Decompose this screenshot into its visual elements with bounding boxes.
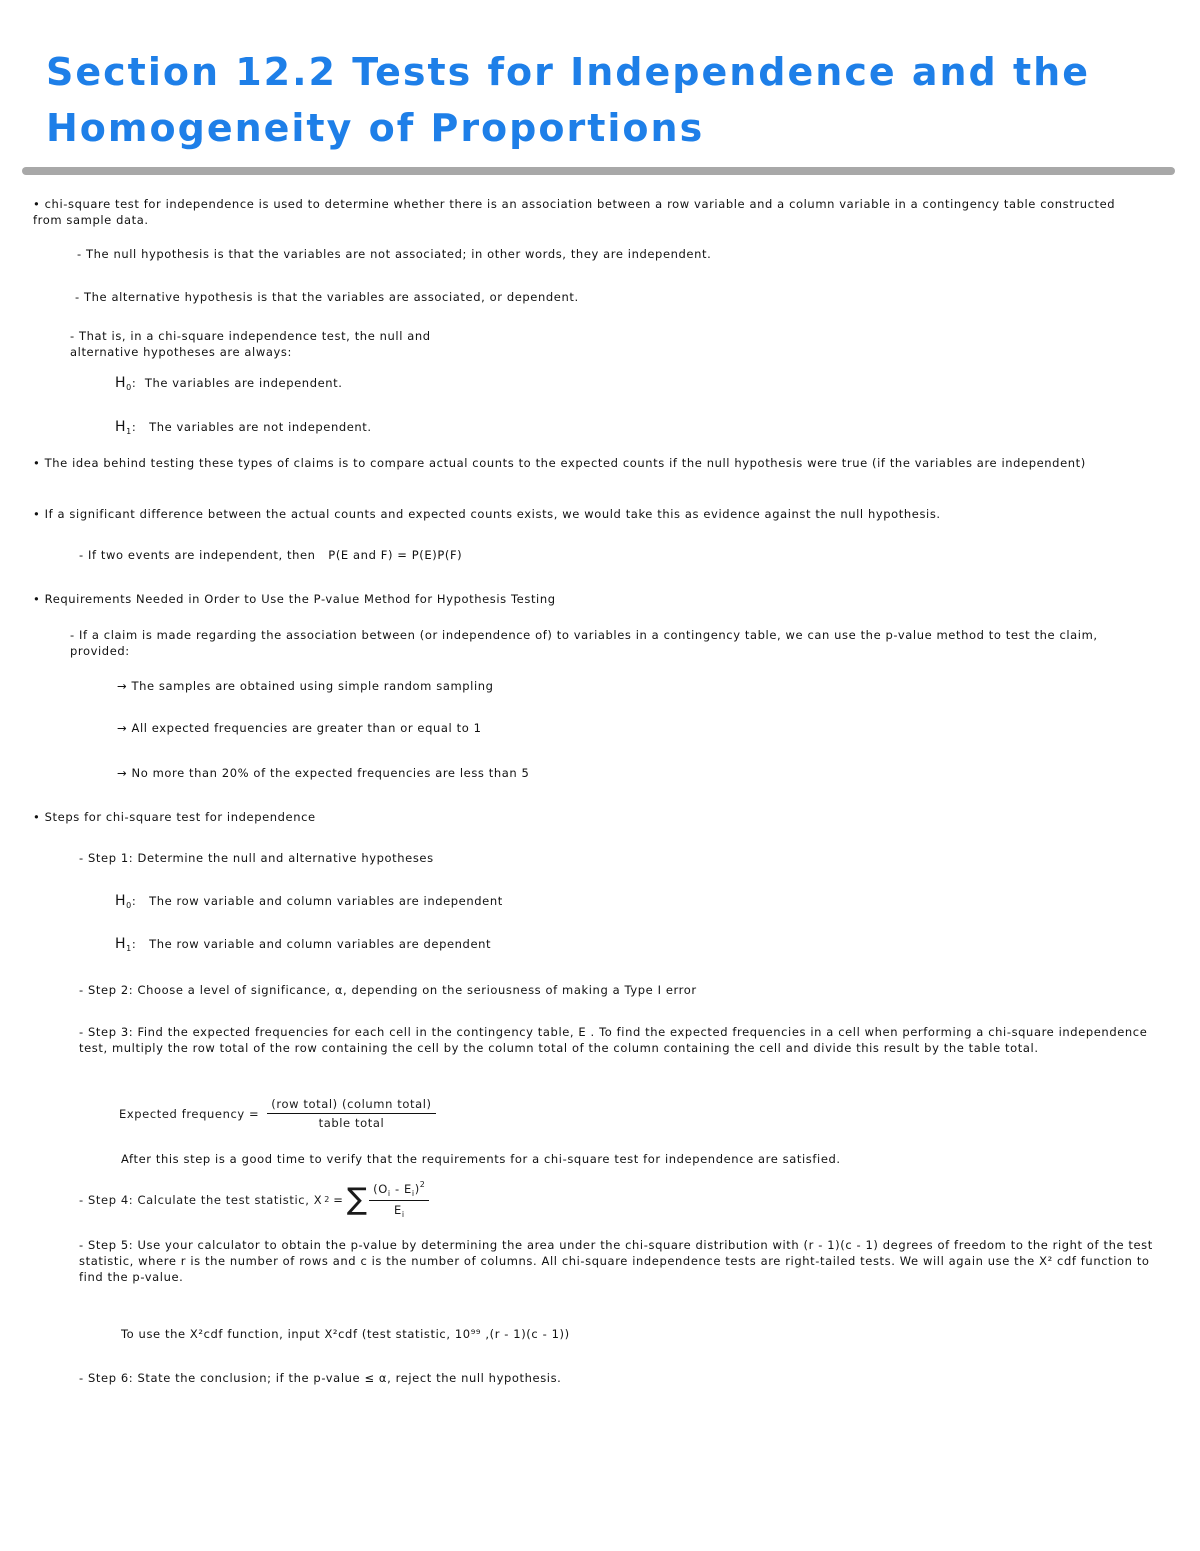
- h1-symbol: H: [115, 419, 127, 435]
- expected-frequency-numerator: (row total) (column total): [267, 1097, 435, 1114]
- null-hypothesis-note: - The null hypothesis is that the variables are not associated; in other words, they are independent.: [77, 247, 712, 261]
- h0-symbol: H: [115, 375, 127, 391]
- step1-h1-subscript: 1: [126, 944, 132, 953]
- title-divider: [22, 167, 1175, 175]
- expected-frequency-label: Expected frequency =: [119, 1106, 260, 1121]
- idea-paragraph: • The idea behind testing these types of claims is to compare actual counts to the expected counts if the null hypothesis were true (if the variables are independent): [33, 456, 1086, 470]
- h0-text: : The variables are independent.: [131, 376, 343, 390]
- test-statistic-denominator: [394, 1201, 405, 1219]
- difference-paragraph: • If a significant difference between the actual counts and expected counts exists, we would take this as evidence against the null hypothesis.: [33, 507, 941, 521]
- test-statistic-numerator: [369, 1180, 429, 1201]
- step1-h0-line: [115, 893, 815, 914]
- summation-icon: ∑: [346, 1181, 368, 1217]
- requirements-heading: • Requirements Needed in Order to Use the P-value Method for Hypothesis Testing: [33, 592, 556, 606]
- equals-sign: =: [333, 1192, 343, 1207]
- step1-h1-text: : The row variable and column variables are dependent: [131, 937, 492, 951]
- step1-h0-subscript: 0: [126, 901, 132, 910]
- step1-h0-text: : The row variable and column variables are independent: [131, 894, 503, 908]
- definition-paragraph: • chi-square test for independence is used to determine whether there is an association between a row variable and a column variable in a contingency table constructed from sample data.: [33, 197, 1120, 227]
- step-3: - Step 3: Find the expected frequencies for each cell in the contingency table, E . To find the expected frequencies in a cell when performing a chi-square independence test, multiply the row total of the row containing the cell by the column total of the column containing the cell and divide this result by the table total.: [79, 1025, 1152, 1055]
- numerator-open: (O: [373, 1182, 388, 1196]
- requirement-item: → All expected frequencies are greater than or equal to 1: [117, 721, 482, 735]
- requirement-item: → The samples are obtained using simple random sampling: [117, 679, 494, 693]
- expected-frequency-formula: [119, 1097, 436, 1130]
- numerator-minus-e: - E: [390, 1182, 412, 1196]
- step-1: - Step 1: Determine the null and alternative hypotheses: [79, 851, 434, 865]
- requirements-claim: - If a claim is made regarding the association between (or independence of) to variables in a contingency table, we can use the p-value method to test the claim, provided:: [70, 628, 1102, 658]
- test-statistic-formula: [79, 1180, 429, 1219]
- step-5: - Step 5: Use your calculator to obtain the p-value by determining the area under the chi-square distribution with (r - 1)(c - 1) degrees of freedom to the right of the test statistic, where r is the number of rows and c is the number of columns. All chi-square independence tests are right-tailed tests. We will again use the X² cdf function to find the p-value.: [79, 1238, 1158, 1284]
- numerator-sub-e: i: [411, 1189, 415, 1198]
- h0-line: [115, 375, 715, 396]
- cdf-usage-note: To use the X²cdf function, input X²cdf (test statistic, 10⁹⁹ ,(r - 1)(c - 1)): [121, 1327, 570, 1341]
- alternative-hypothesis-note: - The alternative hypothesis is that the variables are associated, or dependent.: [75, 290, 579, 304]
- h1-text: : The variables are not independent.: [131, 420, 372, 434]
- h0-subscript: 0: [126, 383, 132, 392]
- numerator-close: ): [414, 1182, 420, 1196]
- steps-heading: • Steps for chi-square test for independence: [33, 810, 316, 824]
- step-6: - Step 6: State the conclusion; if the p-value ≤ α, reject the null hypothesis.: [79, 1371, 562, 1385]
- step-4-subscript: 2: [324, 1195, 330, 1204]
- numerator-sub-o: i: [387, 1189, 391, 1198]
- step1-h1-line: [115, 936, 815, 957]
- requirement-item: → No more than 20% of the expected frequencies are less than 5: [117, 766, 530, 780]
- step-4-label: - Step 4: Calculate the test statistic, X: [79, 1192, 323, 1207]
- denominator-sub: i: [401, 1210, 405, 1219]
- after-step-note: After this step is a good time to verify that the requirements for a chi-square test for independence are satisfied.: [121, 1152, 841, 1166]
- step-2: - Step 2: Choose a level of significance, α, depending on the seriousness of making a Type I error: [79, 983, 697, 997]
- expected-frequency-denominator: table total: [318, 1116, 385, 1130]
- numerator-square: 2: [419, 1180, 426, 1189]
- denominator-e: E: [393, 1203, 402, 1217]
- h1-line: [115, 419, 715, 440]
- step1-h1-symbol: H: [115, 936, 127, 952]
- step1-h0-symbol: H: [115, 893, 127, 909]
- h1-subscript: 1: [126, 427, 132, 436]
- always-hypotheses-note: - That is, in a chi-square independence test, the null and alternative hypotheses are always:: [70, 329, 431, 359]
- page-title: Section 12.2 Tests for Independence and the Homogeneity of Proportions: [46, 50, 1090, 150]
- independent-events-rule: - If two events are independent, then P(E and F) = P(E)P(F): [79, 548, 463, 562]
